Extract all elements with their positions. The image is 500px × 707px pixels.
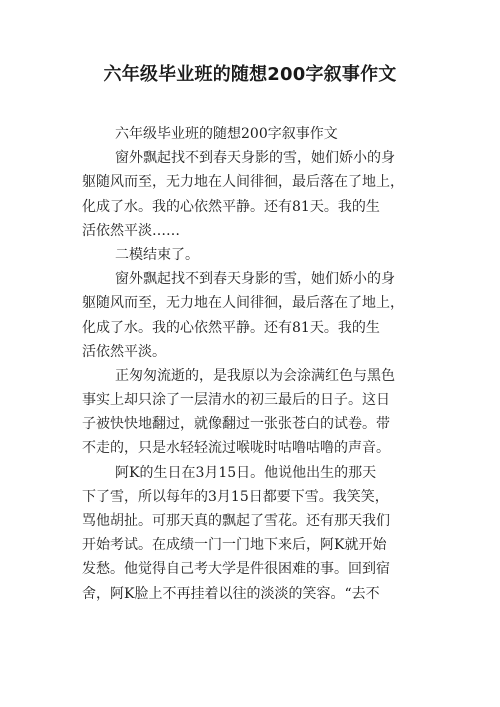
text-line: 活依然平淡…… [82, 222, 180, 239]
text-line: 下了雪，所以每年的3月15日都要下雪。我笑笑， [82, 488, 389, 505]
text-line: 窗外飘起找不到春天身影的雪，她们娇小的身 [115, 271, 395, 288]
text-line: 活依然平淡。 [82, 343, 166, 360]
document-title: 六年级毕业班的随想200字叙事作文 [103, 64, 397, 85]
text-line: 化成了水。我的心依然平静。还有81天。我的生 [82, 319, 380, 336]
text-line: 不走的，只是水轻轻流过喉咙时咕噜咕噜的声音。 [82, 440, 390, 457]
text-line: 二模结束了。 [115, 246, 199, 263]
text-line: 舍，阿K脸上不再挂着以往的淡淡的笑容。“去不 [82, 585, 380, 602]
document-body [82, 122, 420, 606]
text-line: 化成了水。我的心依然平静。还有81天。我的生 [82, 198, 380, 215]
text-line: 阿K的生日在3月15日。他说他出生的那天 [115, 464, 377, 481]
text-line: 六年级毕业班的随想200字叙事作文 [115, 126, 338, 142]
text-line: 骂他胡扯。可那天真的飘起了雪花。还有那天我们 [82, 513, 390, 529]
text-line: 躯随风而至，无力地在人间徘徊，最后落在了地上， [82, 174, 404, 191]
text-line: 子被快快地翻过，就像翻过一张张苍白的试卷。带 [82, 416, 390, 433]
text-line: 事实上却只涂了一层清水的初三最后的日子。这日 [82, 392, 390, 409]
text-line: 窗外飘起找不到春天身影的雪，她们娇小的身 [115, 150, 395, 167]
text-line: 发愁。他觉得自己考大学是件很困难的事。回到宿 [82, 561, 390, 578]
text-line: 开始考试。在成绩一门一门地下来后，阿K就开始 [82, 537, 387, 554]
text-line: 躯随风而至，无力地在人间徘徊，最后落在了地上， [82, 295, 404, 312]
text-line: 正匆匆流逝的，是我原以为会涂满红色与黑色 [115, 367, 395, 384]
